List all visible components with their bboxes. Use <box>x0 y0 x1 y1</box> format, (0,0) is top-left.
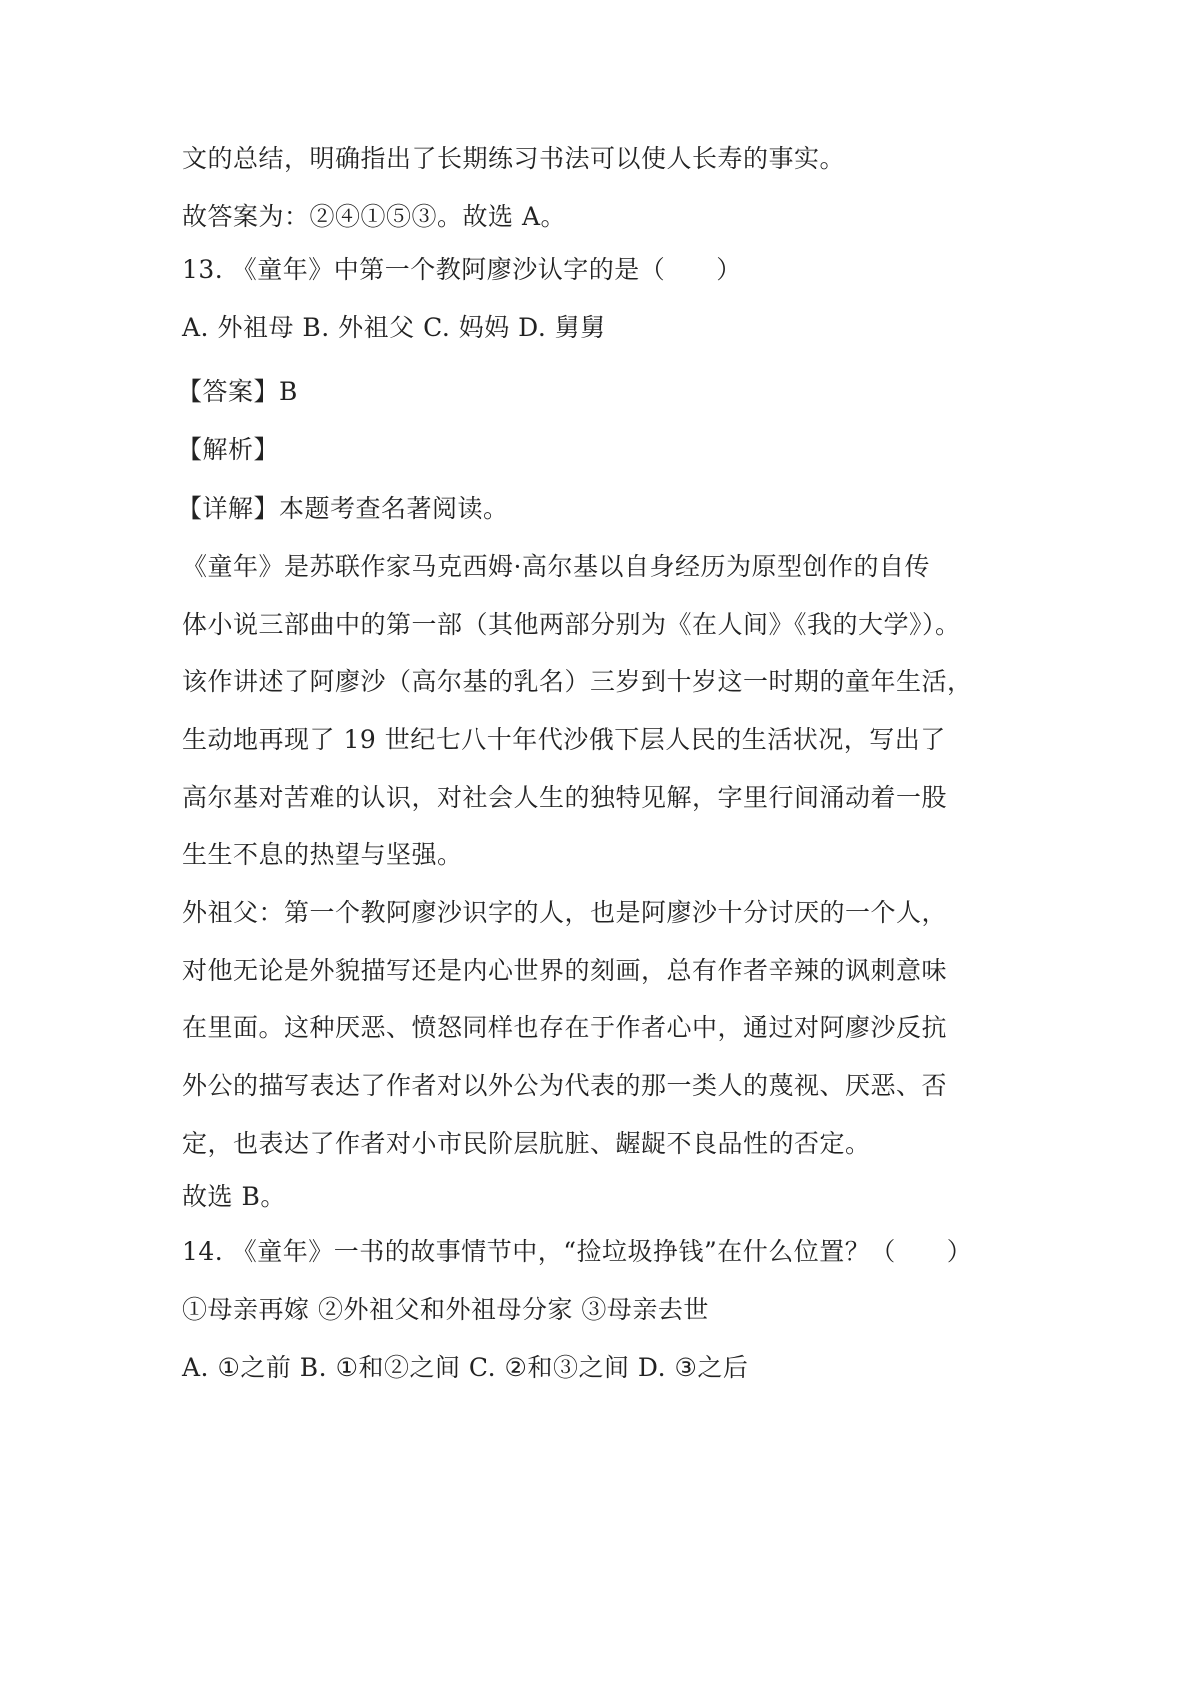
text-line: 该作讲述了阿廖沙（高尔基的乳名）三岁到十岁这一时期的童年生活， <box>182 667 973 696</box>
question-14: 14. 《童年》一书的故事情节中，“捡垃圾挣钱”在什么位置？（ ） <box>182 1237 973 1266</box>
answer-line: 故选 B。 <box>182 1182 286 1211</box>
analysis-label: 【解析】 <box>177 435 280 464</box>
question-14-events: ①母亲再嫁 ②外祖父和外祖母分家 ③母亲去世 <box>182 1295 709 1324</box>
text-line: 体小说三部曲中的第一部（其他两部分别为《在人间》《我的大学》）。 <box>182 610 961 639</box>
question-14-options: A. ①之前 B. ①和②之间 C. ②和③之间 D. ③之后 <box>182 1353 749 1382</box>
detail-label: 【详解】本题考查名著阅读。 <box>177 494 509 523</box>
question-13: 13. 《童年》中第一个教阿廖沙认字的是（ ） <box>182 255 742 284</box>
question-13-options: A. 外祖母 B. 外祖父 C. 妈妈 D. 舅舅 <box>182 313 606 342</box>
text-line: 外祖父：第一个教阿廖沙识字的人，也是阿廖沙十分讨厌的一个人， <box>182 898 948 927</box>
text-line: 生生不息的热望与坚强。 <box>182 840 463 869</box>
text-line: 在里面。这种厌恶、愤怒同样也存在于作者心中，通过对阿廖沙反抗 <box>182 1013 948 1042</box>
text-line: 生动地再现了 19 世纪七八十年代沙俄下层人民的生活状况，写出了 <box>182 725 946 754</box>
text-line: 高尔基对苦难的认识，对社会人生的独特见解，字里行间涌动着一股 <box>182 783 948 812</box>
answer-line: 故答案为：②④①⑤③。故选 A。 <box>182 202 567 231</box>
text-line: 《童年》是苏联作家马克西姆·高尔基以自身经历为原型创作的自传 <box>182 552 930 581</box>
text-line: 对他无论是外貌描写还是内心世界的刻画，总有作者辛辣的讽刺意味 <box>182 956 948 985</box>
answer-label: 【答案】B <box>177 377 298 406</box>
text-line: 文的总结，明确指出了长期练习书法可以使人长寿的事实。 <box>182 144 846 173</box>
text-line: 定，也表达了作者对小市民阶层肮脏、龌龊不良品性的否定。 <box>182 1129 871 1158</box>
text-line: 外公的描写表达了作者对以外公为代表的那一类人的蔑视、厌恶、否 <box>182 1071 948 1100</box>
